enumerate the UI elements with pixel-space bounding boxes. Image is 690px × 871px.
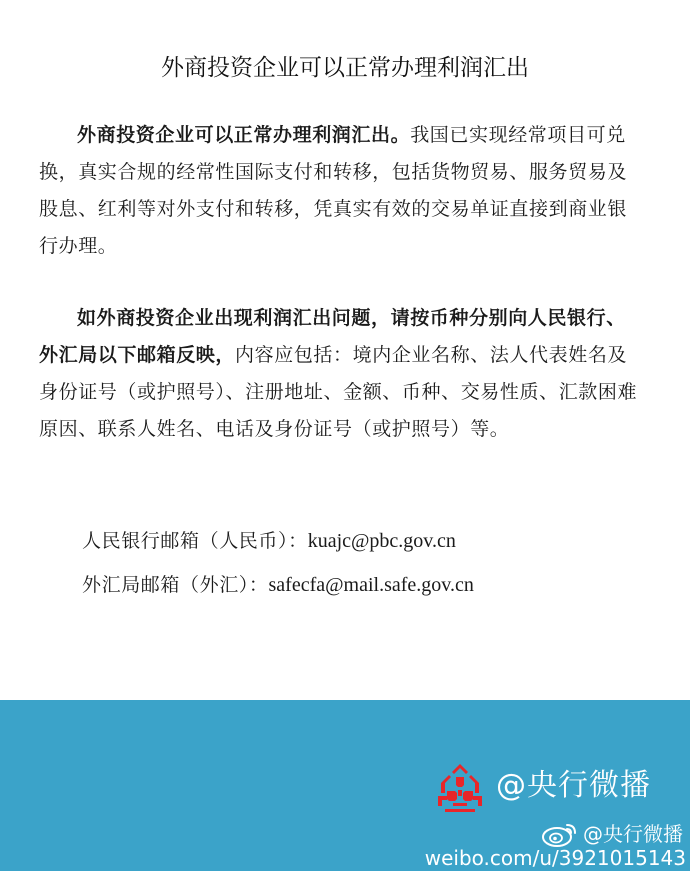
paragraph-lead: 如外商投资企业出现利润汇出问题，请按币种分别向人民银行、外汇局以下邮箱反映，	[39, 307, 626, 366]
weibo-url: weibo.com/u/3921015143	[424, 846, 686, 870]
paragraph-profit-remittance	[39, 117, 645, 265]
email-label: 人民银行邮箱（人民币）：	[82, 530, 308, 552]
email-address-link[interactable]: safecfa@mail.safe.gov.cn	[268, 574, 474, 596]
email-address-link[interactable]: kuajc@pbc.gov.cn	[307, 530, 456, 552]
weibo-handle: @央行微播	[583, 822, 683, 846]
paragraph-body: 我国已实现经常项目可兑换，真实合规的经常性国际支付和转移，包括货物贸易、服务贸易及股息、红利等对外支付和转移，凭真实有效的交易单证直接到商业银行办理。	[39, 124, 628, 257]
footer-banner	[0, 700, 690, 871]
pboc-logo-icon	[435, 763, 485, 813]
email-label: 外汇局邮箱（外汇）：	[82, 574, 269, 596]
paragraph-lead: 外商投资企业可以正常办理利润汇出。	[77, 124, 411, 146]
weibo-watermark	[541, 820, 683, 848]
paragraph-body: 内容应包括：境内企业名称、法人代表姓名及身份证号（或护照号）、注册地址、金额、币种、交易性质、汇款困难原因、联系人姓名、电话及身份证号（或护照号）等。	[39, 344, 638, 440]
pbc-email-line	[82, 525, 456, 557]
weibo-icon	[541, 821, 579, 847]
paragraph-report-instructions	[39, 300, 645, 448]
safe-email-line	[82, 569, 474, 601]
brand-name: @央行微播	[496, 768, 651, 803]
document-title: 外商投资企业可以正常办理利润汇出	[161, 55, 529, 81]
